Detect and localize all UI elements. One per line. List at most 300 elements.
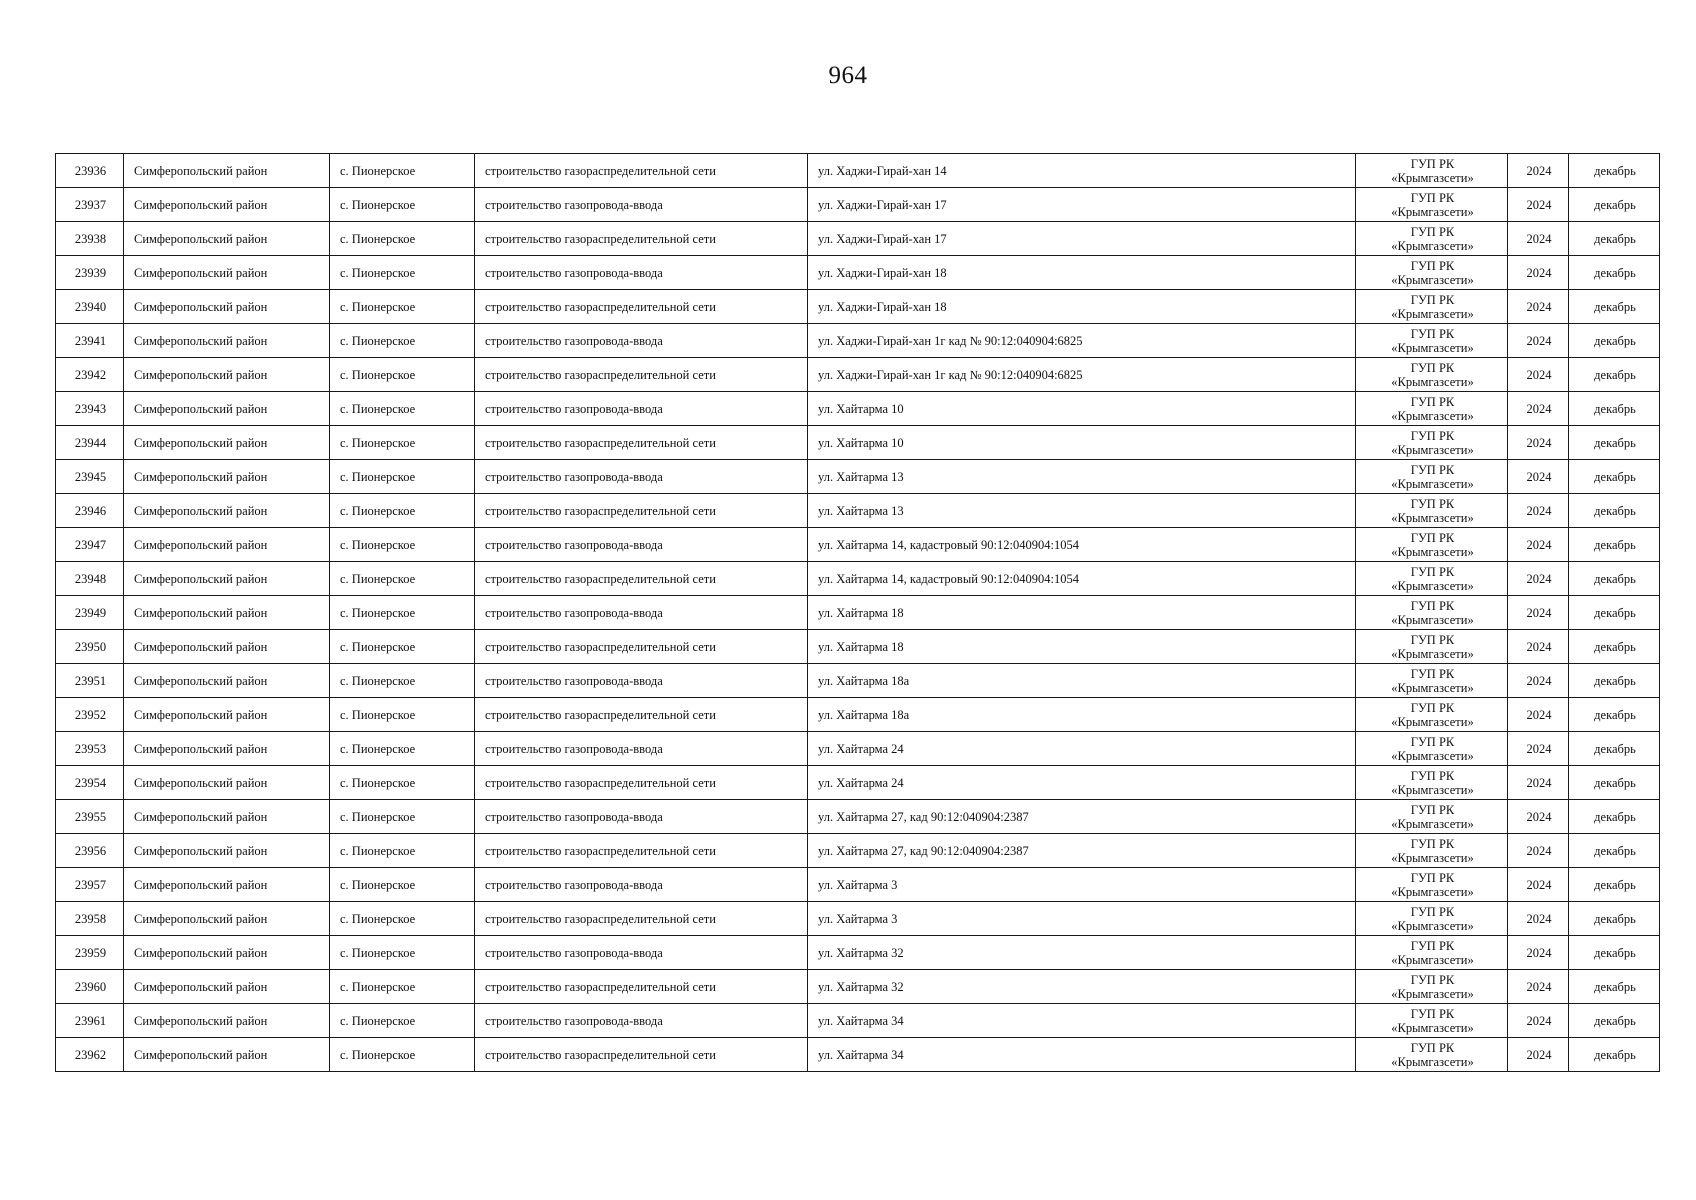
cell-year: 2024: [1508, 256, 1569, 290]
cell-address: ул. Хайтарма 13: [808, 460, 1356, 494]
cell-owner: [1356, 188, 1508, 222]
cell-address: ул. Хайтарма 24: [808, 766, 1356, 800]
cell-month: декабрь: [1569, 460, 1660, 494]
owner-line-1: ГУП РК: [1410, 292, 1455, 307]
cell-settlement: с. Пионерское: [330, 426, 475, 460]
owner-line-1: ГУП РК: [1410, 462, 1455, 477]
cell-address: ул. Хаджи-Гирай-хан 17: [808, 188, 1356, 222]
cell-district: Симферопольский район: [124, 358, 330, 392]
cell-number: 23957: [56, 868, 124, 902]
owner-line-1: ГУП РК: [1410, 1006, 1455, 1021]
cell-year: 2024: [1508, 188, 1569, 222]
cell-owner: [1356, 358, 1508, 392]
cell-work-type: строительство газопровода-ввода: [475, 732, 808, 766]
cell-owner: [1356, 834, 1508, 868]
cell-year: 2024: [1508, 732, 1569, 766]
cell-month: декабрь: [1569, 528, 1660, 562]
cell-month: декабрь: [1569, 358, 1660, 392]
cell-year: 2024: [1508, 902, 1569, 936]
cell-work-type: строительство газопровода-ввода: [475, 460, 808, 494]
cell-owner: [1356, 494, 1508, 528]
owner-line-2: «Крымгазсети»: [1391, 340, 1474, 355]
cell-year: 2024: [1508, 392, 1569, 426]
cell-work-type: строительство газопровода-ввода: [475, 188, 808, 222]
cell-year: 2024: [1508, 698, 1569, 732]
cell-address: ул. Хайтарма 13: [808, 494, 1356, 528]
cell-month: декабрь: [1569, 188, 1660, 222]
cell-district: Симферопольский район: [124, 562, 330, 596]
table-row: [56, 936, 1660, 970]
owner-line-1: ГУП РК: [1410, 224, 1455, 239]
cell-work-type: строительство газораспределительной сети: [475, 902, 808, 936]
cell-number: 23937: [56, 188, 124, 222]
cell-year: 2024: [1508, 766, 1569, 800]
owner-line-1: ГУП РК: [1410, 768, 1455, 783]
cell-work-type: строительство газораспределительной сети: [475, 154, 808, 188]
cell-work-type: строительство газораспределительной сети: [475, 426, 808, 460]
owner-line-1: ГУП РК: [1410, 700, 1455, 715]
table-row: [56, 664, 1660, 698]
owner-line-1: ГУП РК: [1410, 734, 1455, 749]
owner-line-1: ГУП РК: [1410, 530, 1455, 545]
owner-line-2: «Крымгазсети»: [1391, 408, 1474, 423]
cell-month: декабрь: [1569, 664, 1660, 698]
cell-year: 2024: [1508, 1004, 1569, 1038]
cell-district: Симферопольский район: [124, 222, 330, 256]
cell-district: Симферопольский район: [124, 732, 330, 766]
cell-work-type: строительство газопровода-ввода: [475, 596, 808, 630]
cell-district: Симферопольский район: [124, 902, 330, 936]
cell-number: 23947: [56, 528, 124, 562]
cell-year: 2024: [1508, 596, 1569, 630]
cell-settlement: с. Пионерское: [330, 460, 475, 494]
owner-line-1: ГУП РК: [1410, 870, 1455, 885]
cell-owner: [1356, 732, 1508, 766]
cell-address: ул. Хаджи-Гирай-хан 1г кад № 90:12:040904:6825: [808, 358, 1356, 392]
table-row: [56, 630, 1660, 664]
cell-work-type: строительство газопровода-ввода: [475, 256, 808, 290]
cell-address: ул. Хайтарма 10: [808, 392, 1356, 426]
cell-work-type: строительство газораспределительной сети: [475, 222, 808, 256]
cell-district: Симферопольский район: [124, 392, 330, 426]
cell-district: Симферопольский район: [124, 970, 330, 1004]
owner-line-2: «Крымгазсети»: [1391, 272, 1474, 287]
cell-address: ул. Хайтарма 34: [808, 1004, 1356, 1038]
owner-line-1: ГУП РК: [1410, 190, 1455, 205]
owner-line-1: ГУП РК: [1410, 836, 1455, 851]
cell-address: ул. Хайтарма 14, кадастровый 90:12:040904:1054: [808, 562, 1356, 596]
cell-address: ул. Хайтарма 24: [808, 732, 1356, 766]
cell-settlement: с. Пионерское: [330, 256, 475, 290]
cell-address: ул. Хайтарма 18: [808, 630, 1356, 664]
cell-settlement: с. Пионерское: [330, 324, 475, 358]
cell-district: Симферопольский район: [124, 800, 330, 834]
owner-line-1: ГУП РК: [1410, 972, 1455, 987]
cell-address: ул. Хайтарма 10: [808, 426, 1356, 460]
cell-address: ул. Хайтарма 18а: [808, 664, 1356, 698]
cell-month: декабрь: [1569, 256, 1660, 290]
gas-works-table: [55, 153, 1660, 1072]
cell-number: 23946: [56, 494, 124, 528]
cell-district: Симферопольский район: [124, 596, 330, 630]
cell-settlement: с. Пионерское: [330, 154, 475, 188]
cell-settlement: с. Пионерское: [330, 1038, 475, 1072]
cell-year: 2024: [1508, 222, 1569, 256]
cell-year: 2024: [1508, 562, 1569, 596]
table-row: [56, 1038, 1660, 1072]
cell-district: Симферопольский район: [124, 698, 330, 732]
cell-work-type: строительство газораспределительной сети: [475, 358, 808, 392]
cell-year: 2024: [1508, 324, 1569, 358]
table-row: [56, 698, 1660, 732]
owner-line-2: «Крымгазсети»: [1391, 442, 1474, 457]
cell-address: ул. Хайтарма 27, кад 90:12:040904:2387: [808, 834, 1356, 868]
cell-year: 2024: [1508, 358, 1569, 392]
table-row: [56, 222, 1660, 256]
owner-line-2: «Крымгазсети»: [1391, 204, 1474, 219]
owner-line-2: «Крымгазсети»: [1391, 612, 1474, 627]
table-body: [56, 154, 1660, 1072]
table-row: [56, 256, 1660, 290]
table-row: [56, 562, 1660, 596]
cell-month: декабрь: [1569, 1004, 1660, 1038]
cell-address: ул. Хайтарма 27, кад 90:12:040904:2387: [808, 800, 1356, 834]
cell-owner: [1356, 528, 1508, 562]
cell-district: Симферопольский район: [124, 154, 330, 188]
owner-line-2: «Крымгазсети»: [1391, 714, 1474, 729]
cell-work-type: строительство газопровода-ввода: [475, 392, 808, 426]
table-row: [56, 392, 1660, 426]
cell-address: ул. Хайтарма 3: [808, 902, 1356, 936]
owner-line-1: ГУП РК: [1410, 904, 1455, 919]
cell-district: Симферопольский район: [124, 426, 330, 460]
owner-line-2: «Крымгазсети»: [1391, 510, 1474, 525]
cell-district: Симферопольский район: [124, 868, 330, 902]
cell-settlement: с. Пионерское: [330, 630, 475, 664]
table-row: [56, 290, 1660, 324]
cell-settlement: с. Пионерское: [330, 698, 475, 732]
cell-owner: [1356, 222, 1508, 256]
cell-month: декабрь: [1569, 290, 1660, 324]
cell-number: 23948: [56, 562, 124, 596]
cell-district: Симферопольский район: [124, 1004, 330, 1038]
cell-number: 23961: [56, 1004, 124, 1038]
cell-year: 2024: [1508, 630, 1569, 664]
table-row: [56, 528, 1660, 562]
cell-work-type: строительство газопровода-ввода: [475, 868, 808, 902]
owner-line-1: ГУП РК: [1410, 496, 1455, 511]
owner-line-1: ГУП РК: [1410, 802, 1455, 817]
cell-owner: [1356, 902, 1508, 936]
owner-line-2: «Крымгазсети»: [1391, 476, 1474, 491]
cell-number: 23959: [56, 936, 124, 970]
cell-work-type: строительство газопровода-ввода: [475, 1004, 808, 1038]
owner-line-2: «Крымгазсети»: [1391, 748, 1474, 763]
cell-address: ул. Хайтарма 18а: [808, 698, 1356, 732]
cell-month: декабрь: [1569, 562, 1660, 596]
owner-line-1: ГУП РК: [1410, 598, 1455, 613]
cell-district: Симферопольский район: [124, 460, 330, 494]
cell-district: Симферопольский район: [124, 630, 330, 664]
cell-month: декабрь: [1569, 392, 1660, 426]
cell-number: 23952: [56, 698, 124, 732]
cell-owner: [1356, 868, 1508, 902]
owner-line-2: «Крымгазсети»: [1391, 782, 1474, 797]
cell-work-type: строительство газопровода-ввода: [475, 936, 808, 970]
cell-work-type: строительство газораспределительной сети: [475, 698, 808, 732]
cell-month: декабрь: [1569, 698, 1660, 732]
cell-number: 23953: [56, 732, 124, 766]
cell-settlement: с. Пионерское: [330, 188, 475, 222]
cell-owner: [1356, 698, 1508, 732]
cell-owner: [1356, 630, 1508, 664]
cell-work-type: строительство газораспределительной сети: [475, 970, 808, 1004]
page-number: 964: [828, 62, 868, 89]
cell-owner: [1356, 664, 1508, 698]
cell-year: 2024: [1508, 290, 1569, 324]
cell-district: Симферопольский район: [124, 494, 330, 528]
cell-settlement: с. Пионерское: [330, 290, 475, 324]
cell-year: 2024: [1508, 460, 1569, 494]
cell-owner: [1356, 324, 1508, 358]
cell-number: 23950: [56, 630, 124, 664]
owner-line-1: ГУП РК: [1410, 394, 1455, 409]
cell-address: ул. Хайтарма 32: [808, 970, 1356, 1004]
owner-line-2: «Крымгазсети»: [1391, 1054, 1474, 1069]
cell-address: ул. Хаджи-Гирай-хан 14: [808, 154, 1356, 188]
owner-line-2: «Крымгазсети»: [1391, 918, 1474, 933]
cell-month: декабрь: [1569, 936, 1660, 970]
cell-address: ул. Хайтарма 32: [808, 936, 1356, 970]
cell-settlement: с. Пионерское: [330, 732, 475, 766]
table-row: [56, 800, 1660, 834]
owner-line-1: ГУП РК: [1410, 1040, 1455, 1055]
cell-number: 23941: [56, 324, 124, 358]
owner-line-2: «Крымгазсети»: [1391, 680, 1474, 695]
owner-line-2: «Крымгазсети»: [1391, 646, 1474, 661]
cell-address: ул. Хаджи-Гирай-хан 1г кад № 90:12:040904:6825: [808, 324, 1356, 358]
cell-month: декабрь: [1569, 766, 1660, 800]
owner-line-2: «Крымгазсети»: [1391, 884, 1474, 899]
cell-district: Симферопольский район: [124, 528, 330, 562]
cell-work-type: строительство газораспределительной сети: [475, 562, 808, 596]
owner-line-1: ГУП РК: [1410, 258, 1455, 273]
cell-work-type: строительство газораспределительной сети: [475, 494, 808, 528]
cell-settlement: с. Пионерское: [330, 1004, 475, 1038]
owner-line-1: ГУП РК: [1410, 156, 1455, 171]
cell-month: декабрь: [1569, 494, 1660, 528]
cell-year: 2024: [1508, 154, 1569, 188]
cell-owner: [1356, 154, 1508, 188]
cell-work-type: строительство газораспределительной сети: [475, 1038, 808, 1072]
owner-line-2: «Крымгазсети»: [1391, 952, 1474, 967]
cell-number: 23940: [56, 290, 124, 324]
owner-line-2: «Крымгазсети»: [1391, 578, 1474, 593]
cell-number: 23939: [56, 256, 124, 290]
table-row: [56, 188, 1660, 222]
cell-work-type: строительство газораспределительной сети: [475, 766, 808, 800]
cell-owner: [1356, 800, 1508, 834]
cell-month: декабрь: [1569, 800, 1660, 834]
cell-year: 2024: [1508, 528, 1569, 562]
cell-month: декабрь: [1569, 222, 1660, 256]
owner-line-1: ГУП РК: [1410, 428, 1455, 443]
table-row: [56, 1004, 1660, 1038]
cell-number: 23956: [56, 834, 124, 868]
owner-line-2: «Крымгазсети»: [1391, 170, 1474, 185]
table-row: [56, 732, 1660, 766]
cell-owner: [1356, 290, 1508, 324]
cell-district: Симферопольский район: [124, 256, 330, 290]
cell-work-type: строительство газораспределительной сети: [475, 290, 808, 324]
cell-year: 2024: [1508, 936, 1569, 970]
cell-work-type: строительство газораспределительной сети: [475, 630, 808, 664]
cell-number: 23951: [56, 664, 124, 698]
owner-line-1: ГУП РК: [1410, 360, 1455, 375]
owner-line-1: ГУП РК: [1410, 564, 1455, 579]
owner-line-1: ГУП РК: [1410, 632, 1455, 647]
cell-work-type: строительство газопровода-ввода: [475, 800, 808, 834]
cell-number: 23936: [56, 154, 124, 188]
cell-year: 2024: [1508, 834, 1569, 868]
cell-owner: [1356, 460, 1508, 494]
cell-address: ул. Хаджи-Гирай-хан 17: [808, 222, 1356, 256]
cell-settlement: с. Пионерское: [330, 902, 475, 936]
cell-number: 23954: [56, 766, 124, 800]
table-row: [56, 426, 1660, 460]
cell-settlement: с. Пионерское: [330, 766, 475, 800]
cell-work-type: строительство газопровода-ввода: [475, 664, 808, 698]
cell-month: декабрь: [1569, 154, 1660, 188]
cell-owner: [1356, 596, 1508, 630]
table-row: [56, 902, 1660, 936]
cell-work-type: строительство газопровода-ввода: [475, 528, 808, 562]
cell-month: декабрь: [1569, 970, 1660, 1004]
cell-owner: [1356, 766, 1508, 800]
cell-settlement: с. Пионерское: [330, 562, 475, 596]
cell-district: Симферопольский район: [124, 1038, 330, 1072]
cell-work-type: строительство газопровода-ввода: [475, 324, 808, 358]
cell-address: ул. Хайтарма 3: [808, 868, 1356, 902]
cell-number: 23945: [56, 460, 124, 494]
cell-number: 23949: [56, 596, 124, 630]
cell-number: 23962: [56, 1038, 124, 1072]
cell-settlement: с. Пионерское: [330, 596, 475, 630]
cell-year: 2024: [1508, 664, 1569, 698]
cell-month: декабрь: [1569, 324, 1660, 358]
owner-line-2: «Крымгазсети»: [1391, 1020, 1474, 1035]
cell-owner: [1356, 1004, 1508, 1038]
cell-number: 23955: [56, 800, 124, 834]
owner-line-1: ГУП РК: [1410, 938, 1455, 953]
owner-line-2: «Крымгазсети»: [1391, 306, 1474, 321]
cell-settlement: с. Пионерское: [330, 392, 475, 426]
table-row: [56, 596, 1660, 630]
cell-address: ул. Хайтарма 14, кадастровый 90:12:040904:1054: [808, 528, 1356, 562]
table-row: [56, 868, 1660, 902]
owner-line-1: ГУП РК: [1410, 666, 1455, 681]
owner-line-2: «Крымгазсети»: [1391, 816, 1474, 831]
cell-district: Симферопольский район: [124, 324, 330, 358]
cell-settlement: с. Пионерское: [330, 936, 475, 970]
owner-line-2: «Крымгазсети»: [1391, 544, 1474, 559]
cell-year: 2024: [1508, 426, 1569, 460]
table-row: [56, 324, 1660, 358]
cell-owner: [1356, 936, 1508, 970]
owner-line-2: «Крымгазсети»: [1391, 850, 1474, 865]
cell-number: 23958: [56, 902, 124, 936]
cell-owner: [1356, 256, 1508, 290]
cell-settlement: с. Пионерское: [330, 528, 475, 562]
cell-month: декабрь: [1569, 426, 1660, 460]
cell-district: Симферопольский район: [124, 834, 330, 868]
table-row: [56, 494, 1660, 528]
cell-address: ул. Хайтарма 18: [808, 596, 1356, 630]
cell-district: Симферопольский район: [124, 664, 330, 698]
cell-district: Симферопольский район: [124, 290, 330, 324]
cell-month: декабрь: [1569, 596, 1660, 630]
cell-number: 23960: [56, 970, 124, 1004]
cell-district: Симферопольский район: [124, 188, 330, 222]
cell-settlement: с. Пионерское: [330, 834, 475, 868]
cell-year: 2024: [1508, 494, 1569, 528]
cell-address: ул. Хаджи-Гирай-хан 18: [808, 290, 1356, 324]
cell-settlement: с. Пионерское: [330, 222, 475, 256]
cell-settlement: с. Пионерское: [330, 800, 475, 834]
cell-month: декабрь: [1569, 834, 1660, 868]
cell-month: декабрь: [1569, 630, 1660, 664]
cell-work-type: строительство газораспределительной сети: [475, 834, 808, 868]
cell-year: 2024: [1508, 800, 1569, 834]
cell-settlement: с. Пионерское: [330, 970, 475, 1004]
cell-year: 2024: [1508, 970, 1569, 1004]
cell-owner: [1356, 562, 1508, 596]
cell-district: Симферопольский район: [124, 766, 330, 800]
table-row: [56, 970, 1660, 1004]
cell-number: 23938: [56, 222, 124, 256]
cell-owner: [1356, 426, 1508, 460]
cell-district: Симферопольский район: [124, 936, 330, 970]
table-row: [56, 358, 1660, 392]
cell-month: декабрь: [1569, 868, 1660, 902]
cell-number: 23943: [56, 392, 124, 426]
cell-year: 2024: [1508, 868, 1569, 902]
cell-owner: [1356, 970, 1508, 1004]
cell-address: ул. Хайтарма 34: [808, 1038, 1356, 1072]
cell-owner: [1356, 1038, 1508, 1072]
table-row: [56, 834, 1660, 868]
owner-line-2: «Крымгазсети»: [1391, 374, 1474, 389]
cell-year: 2024: [1508, 1038, 1569, 1072]
cell-settlement: с. Пионерское: [330, 494, 475, 528]
cell-month: декабрь: [1569, 732, 1660, 766]
cell-settlement: с. Пионерское: [330, 868, 475, 902]
table-row: [56, 154, 1660, 188]
cell-number: 23942: [56, 358, 124, 392]
cell-settlement: с. Пионерское: [330, 664, 475, 698]
cell-settlement: с. Пионерское: [330, 358, 475, 392]
cell-month: декабрь: [1569, 902, 1660, 936]
cell-number: 23944: [56, 426, 124, 460]
table-row: [56, 460, 1660, 494]
owner-line-2: «Крымгазсети»: [1391, 238, 1474, 253]
cell-month: декабрь: [1569, 1038, 1660, 1072]
cell-owner: [1356, 392, 1508, 426]
owner-line-1: ГУП РК: [1410, 326, 1455, 341]
table-row: [56, 766, 1660, 800]
owner-line-2: «Крымгазсети»: [1391, 986, 1474, 1001]
cell-address: ул. Хаджи-Гирай-хан 18: [808, 256, 1356, 290]
